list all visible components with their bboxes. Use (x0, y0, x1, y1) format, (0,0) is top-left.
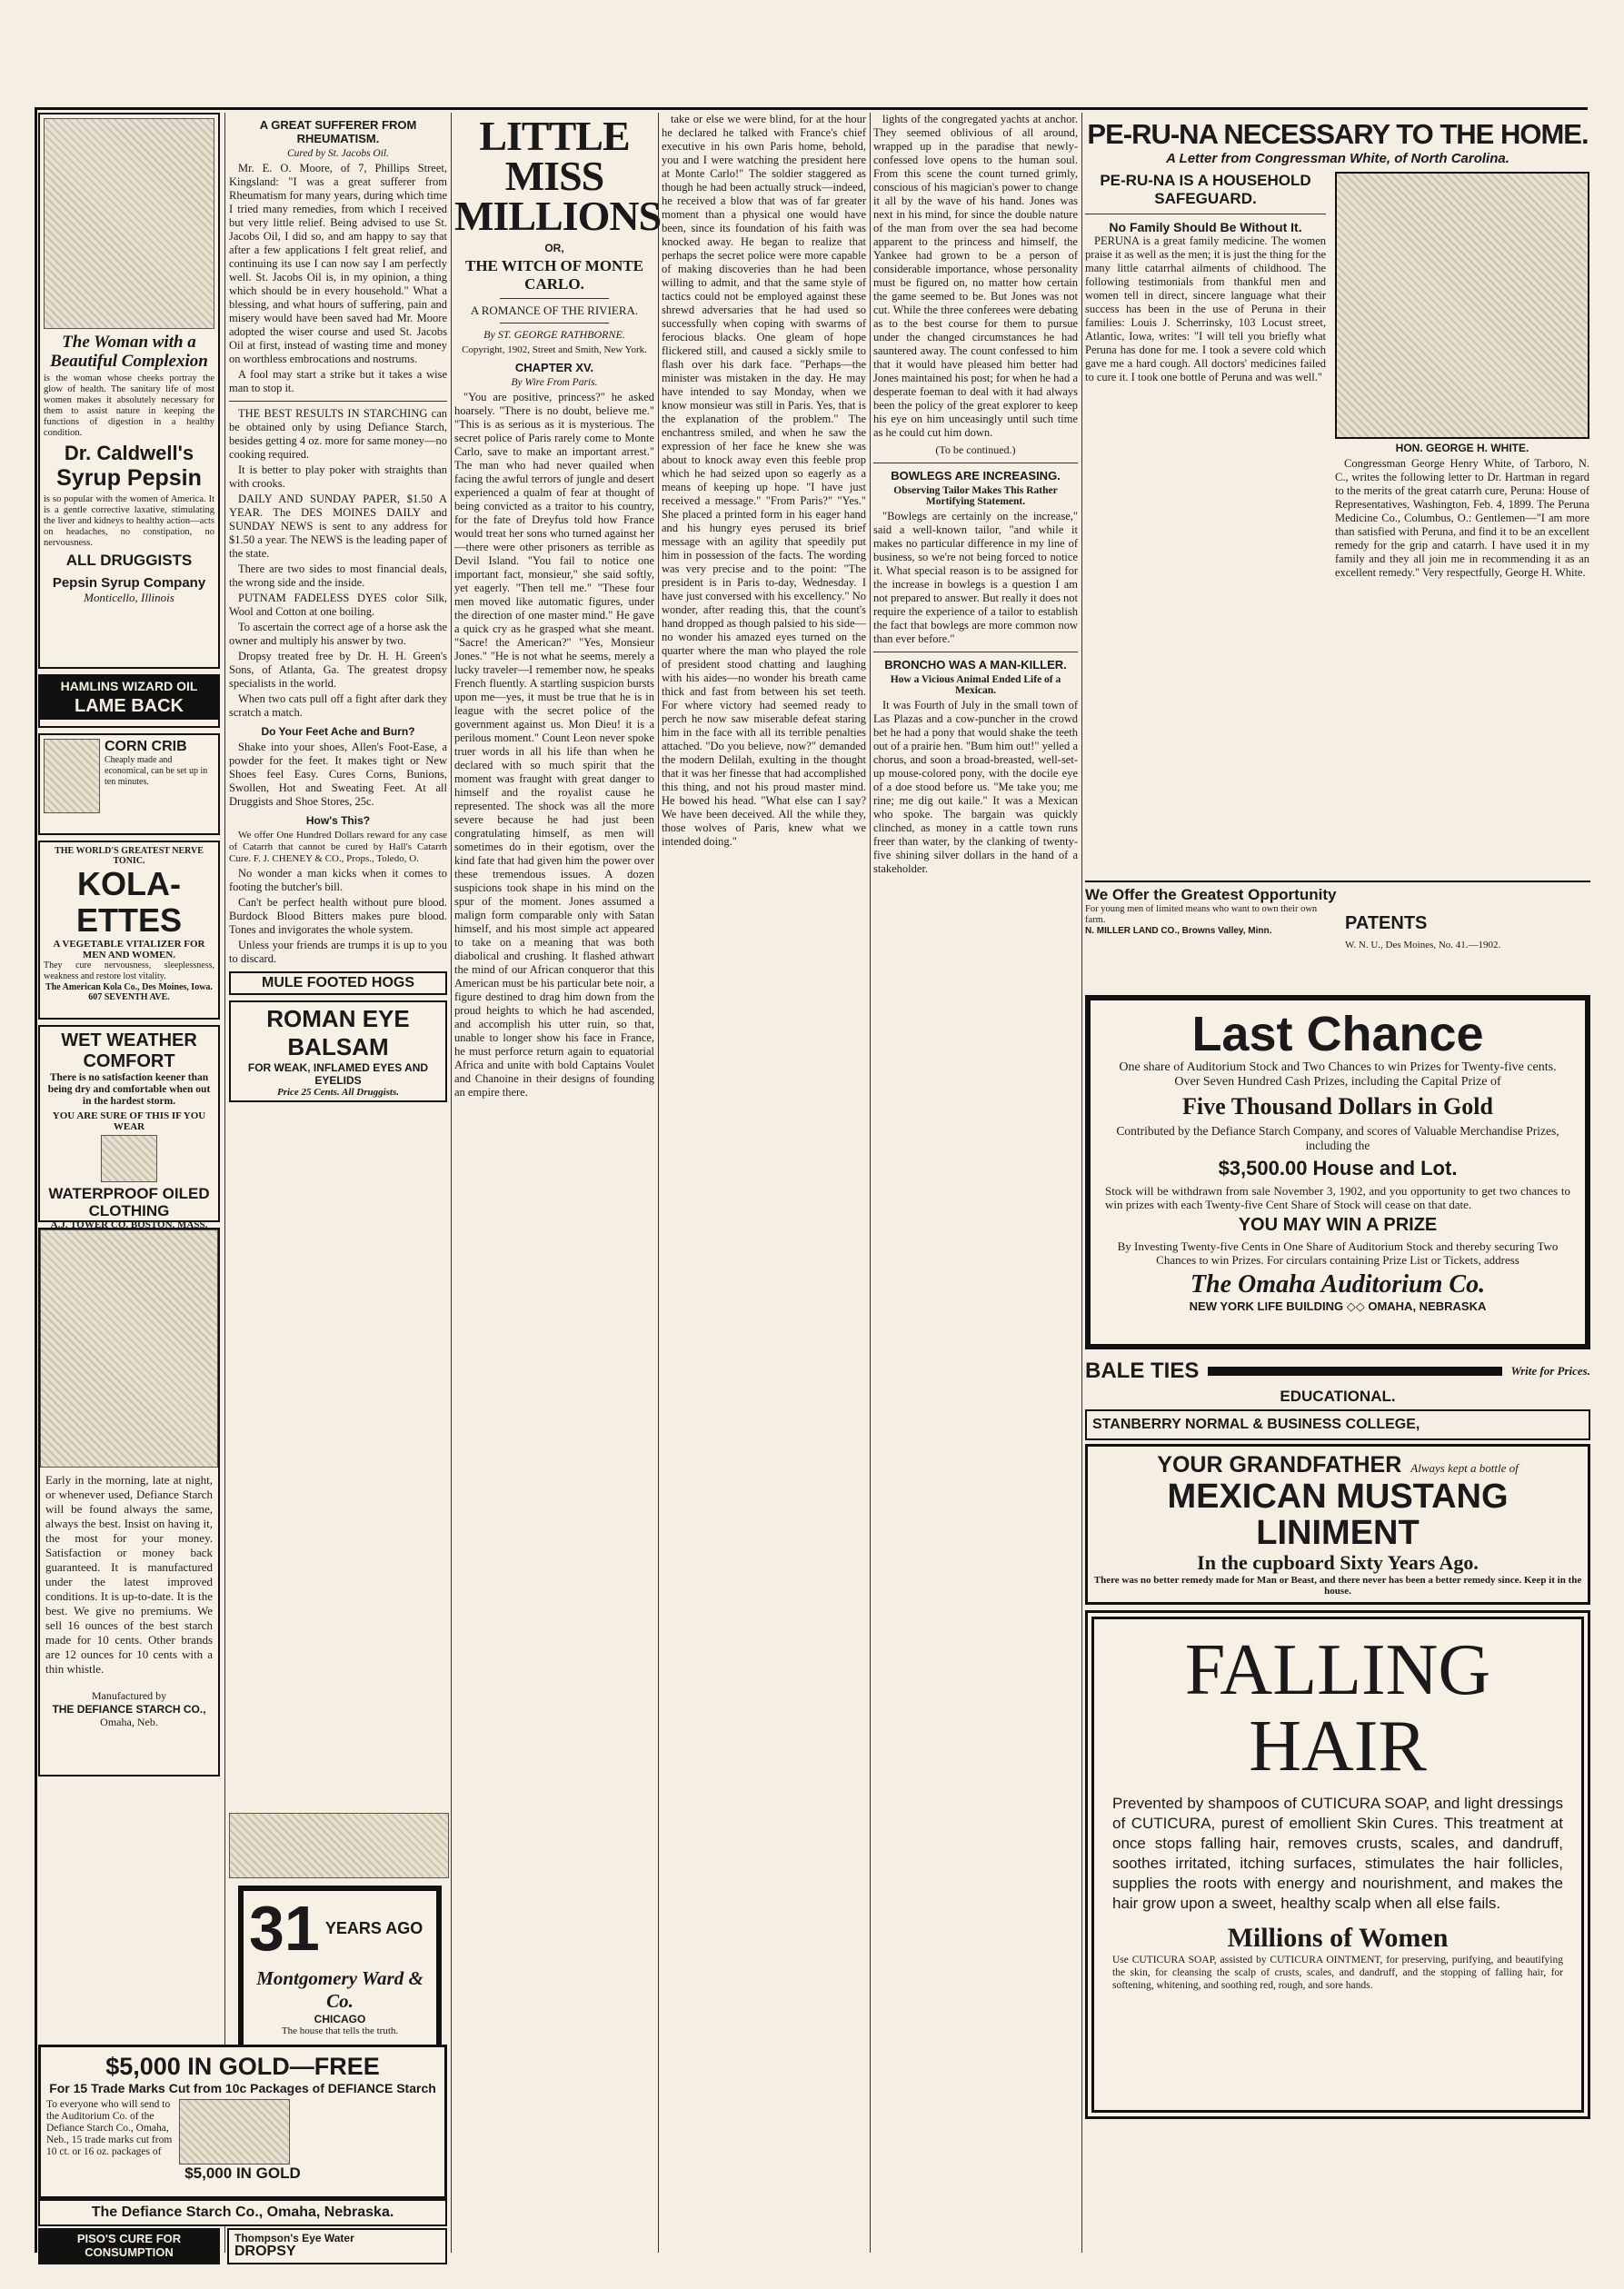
small-ads-row (1085, 881, 1590, 995)
peruna-portrait-col (1335, 172, 1589, 881)
friends-text: Unless your friends are trumps it is up to you to discard. (229, 939, 447, 965)
roman-title: ROMAN EYE BALSAM (266, 1005, 410, 1060)
wink-text: When two cats pull off a fight after dark they scratch a match. (229, 692, 447, 719)
peruna-nofamily: No Family Should Be Without It. (1109, 220, 1302, 234)
kola-brand: KOLA-ETTES (75, 865, 182, 939)
land-ad (1085, 886, 1340, 995)
gold-title: $5,000 IN GOLD—FREE (105, 2053, 380, 2080)
starch-maker: THE DEFIANCE STARCH CO., (52, 1703, 206, 1716)
montgomery-ward-ad (238, 1886, 442, 2063)
serial-genre: A ROMANCE OF THE RIVIERA. (470, 304, 639, 317)
caldwell-ad (38, 113, 220, 669)
peruna-text: PERUNA is a great family medicine. The women praise it as well as the men; it is just the thing for the many little catarrhal ailments of childhood. The following testimonials from thankful men and women tell in direct, sincere language what their success has been in the use of Peruna in their families: Louis J. Scherrinsky, 103 Locust street, Atlantic, Iowa, writes: "I will tell you briefly what Peruna has done for me. I took a severe cold which gave me a hard cough. All doctors' medicines failed to cure it. I took one bottle of Peruna and was well." (1085, 234, 1326, 383)
gold-mid: $5,000 IN GOLD (184, 2165, 301, 2182)
scale-illustration (229, 1813, 449, 1878)
reward-text: We offer One Hundred Dollars reward for any case of Catarrh that cannot be cured by Hall's Catarrh Cure. F. J. CHENEY & CO., Props., Toledo, O. (229, 830, 447, 864)
falling-heading: FALLING (1184, 1630, 1491, 1710)
bale-ties: BALE TIES (1085, 1358, 1200, 1383)
serial-copyright: Copyright, 1902, Street and Smith, New York. (462, 344, 647, 355)
serial-continued-text: take or else we were blind, for at the hour he declared he talked with France's chief executive in his own Paris home, behold, you and I were watching the president here at Monte Carlo!" The soldier staggered as though he had been actually struck—indeed, he received a blow that was of far greater moment than a physical one would have been, since its foundation of his faith was knocked away. He began to realize that perhaps the secret police were more capable of making discoveries than he had been willing to admit, and that the same style of tactics could not be employed against these shrewd adversaries that he had used so successfully when coping with swarms of ferocious blacks. One gleam of hope flickered still, and caused a sickly smile to flash over his dark face. "Perhaps—the minister was mistaken in the day. He may have intended to say Monday, when we know monsieur was still in Paris. Yes, that is the explanation of the problem." The enchantress smiled, and when he saw the expression of her face he knew she was about to knock away even this feeble prop which he had seized upon so eagerly as a means of keeping up hope. "I have just received a message." "From Paris?" "Yes." She placed a printed form in his eager hand and his hungry eyes perused its brief message with an agility that speedily put him in possession of the facts. The wording was very precise and to the point: "The president is in Paris to-day, Wednesday. I have just conversed with his excellency." No wonder, after reading this, that the count's hand dropped as though palsied to his side—no wonder his amazed eyes turned on the quarter where the man who played the role of president stood chatting and laughing with his aides—no wonder his breath came thick and fast from between his set teeth. For where victory had seemed ready to perch he now saw miserable defeat staring him in the face with all its terrible penalties attached. "Do you believe, now?" demanded the modern Delilah, exulting in the thought that it was her finesse that had accomplished this thing, and not his proud master mind. He bowed his head. "What else can I say? We have been deceived. All the while they, those wolves of Paris, knew what we intended doing." (662, 113, 866, 848)
kola-company: The American Kola Co., Des Moines, Iowa. (45, 982, 213, 992)
millions-text: Use CUTICURA SOAP, assisted by CUTICURA OINTMENT, for preserving, purifying, and beautifying the skin, for cleansing the scalp of crusts, scales, and dandruff, and the stopping of falling hair, for softening, whitening, and soothing red, rough, and sore hands. (1112, 1955, 1563, 1991)
gold-free-ad (38, 2045, 447, 2199)
column-divider (870, 113, 871, 2253)
corn-crib-title: CORN CRIB (105, 739, 187, 754)
column-divider (451, 113, 452, 2253)
poker-text: It is better to play poker with straights than with crooks. (229, 463, 447, 490)
last-chance-title: Last Chance (1191, 1007, 1484, 1061)
peruna-sub: A Letter from Congressman White, of North Carolina. (1166, 151, 1509, 166)
montgomery-name: Montgomery Ward & Co. (256, 1967, 423, 2012)
kola-text: They cure nervousness, sleeplessness, weakness and restore lost vitality. (44, 960, 214, 981)
kola-sub: A VEGETABLE VITALIZER FOR MEN AND WOMEN. (53, 939, 205, 960)
hair-heading: HAIR (1249, 1707, 1427, 1786)
rheum-title: A GREAT SUFFERER FROM RHEUMATISM. (259, 118, 417, 145)
daily-text: DAILY AND SUNDAY PAPER, $1.50 A YEAR. The DES MOINES DAILY and SUNDAY NEWS is sent to any address for $1.50 a year. The NEWS is the leading paper of the state. (229, 493, 447, 560)
gold-sub: For 15 Trade Marks Cut from 10c Packages of DEFIANCE Starch (49, 2081, 436, 2095)
bowlegs-text: "Bowlegs are certainly on the increase," said a well-known tailor, "and while it makes no particular difference in my line of business, so we're not being forced to notice it. What special reason is to be assigned for the increase in bowlegs is a question I am not prepared to answer. But really it does not require the experience of a tailor to establish the fact that bowlegs are more common now than ever before." (873, 510, 1078, 645)
wet-text: There is no satisfaction keener than being dry and comfortable when out in the hardest storm. (47, 1072, 211, 1107)
millions-heading: Millions of Women (1227, 1923, 1449, 1953)
caldwell-city: Monticello, Illinois (84, 591, 174, 604)
broncho-sub: How a Vicious Animal Ended Life of a Mexican. (890, 674, 1061, 696)
bale-write: Write for Prices. (1510, 1364, 1590, 1378)
mustang-liniment: MEXICAN MUSTANG LINIMENT (1167, 1478, 1509, 1552)
white-text: Congressman George Henry White, of Tarboro, N. C., writes the following letter to Dr. Hartman in regard to the merits of the great catarrh cure, Peruna: House of Representatives, Washington, Feb. 4, 1899. The Peruna Medicine Co., Columbus, O.: Gentlemen—"I am more than satisfied with Peruna, and find it to be an excellent remedy for the grip and catarrh. I have used it in my family and they all join me in recommending it as an excellent remedy." Very respectfully, George H. White. (1335, 457, 1589, 579)
column-divider (224, 113, 225, 2253)
serial-author: By ST. GEORGE RATHBORNE. (483, 328, 625, 341)
serial-or: OR, (544, 242, 564, 254)
caldwell-company: Pepsin Syrup Company (52, 575, 206, 591)
starch-text: Early in the morning, late at night, or whenever used, Defiance Starch will be found always the same, always the best. Insist on having it, the most for your money. Satisfaction or money back guaranteed. It is manufactured under the latest improved conditions. It is up-to-date. It is the best. We give no premiums. We sell 16 ounces of the best starch made for 10 cents. Other brands are 12 ounces for 10 cents with a thin whistle. (45, 1473, 213, 1676)
wonder-text: No wonder a man kicks when it comes to footing the butcher's bill. (229, 867, 447, 893)
wet-sure: YOU ARE SURE OF THIS IF YOU WEAR (52, 1110, 206, 1132)
serial-end-text: lights of the congregated yachts at anchor. They seemed oblivious of all around, wrapped up in the paradise that newly-confessed love opens to the human soul. From this scene the count turned grimly, conscious of his magician's power to change it all by the wave of his hand. Jones was next in his mind, for since the double nature of the man from over the sea had become apparent to the princess and himself, the Yankee had grown to be a person of considerable importance, whose personality must be figured on, no matter how certain the game seemed to be. But Jones was not cut. While the three conferees were debating as to the best course for them to pursue under the changed circumstances he had sauntered away. The count confessed to him that it would have pleased him better had Jones maintained his post; for when he had a desperate foeman to deal with it had always been the policy of the great explorer to keep his eye on him unceasingly until such time as he could cut him down. (873, 113, 1078, 439)
roman-balsam-ad (229, 1000, 447, 1102)
wet-title: WET WEATHER COMFORT (61, 1030, 197, 1071)
complexion-heading: The Woman with a Beautiful Complexion (50, 333, 208, 371)
contributed-text: Contributed by the Defiance Starch Company, and scores of Valuable Merchandise Prizes, including the (1116, 1124, 1559, 1152)
mustang-ad (1085, 1444, 1590, 1605)
bale-tie-wire (1208, 1367, 1501, 1376)
dropsy-text: Dropsy treated free by Dr. H. H. Green's Sons, of Atlanta, Ga. The greatest dropsy specialists in the world. (229, 650, 447, 690)
bale-ties-ad (1085, 1355, 1590, 1388)
roman-price: Price 25 Cents. All Druggists. (276, 1087, 400, 1098)
peruna-box: PE-RU-NA IS A HOUSEHOLD SAFEGUARD. (1100, 172, 1311, 207)
grandfather: YOUR GRANDFATHER (1157, 1452, 1402, 1478)
allens-text: Shake into your shoes, Allen's Foot-Ease, a powder for the feet. It makes tight or New Shoes feel Easy. Cures Corns, Bunions, Swollen, Hot and Sweating Feet. At all Druggists and Shoe Stores, 25c. (229, 741, 447, 808)
column-short-items (229, 113, 447, 1807)
top-rule (35, 107, 1588, 110)
thompson: Thompson's Eye Water (234, 2232, 354, 2244)
starching-text: THE BEST RESULTS IN STARCHING can be obtained only by using Defiance Starch, besides getting 4 oz. more for same money—no cooking required. (229, 407, 447, 461)
kola-address: 607 SEVENTH AVE. (88, 992, 170, 1002)
column-serial-story (454, 113, 662, 2253)
column-ads-left (38, 113, 220, 2253)
hamlins-sub: LAME BACK (40, 696, 218, 720)
portrait-caption: HON. GEORGE H. WHITE. (1395, 442, 1529, 454)
stanberry-ad (1085, 1409, 1590, 1440)
blood-text: Can't be perfect health without pure blood. Burdock Blood Bitters makes pure blood. Tones and invigorates the whole system. (229, 896, 447, 936)
defiance-starch-ad (38, 1228, 220, 1776)
offer-company: N. MILLER LAND CO., Browns Valley, Minn. (1085, 926, 1272, 936)
starch-city: Omaha, Neb. (100, 1716, 158, 1728)
cuticura-text: Prevented by shampoos of CUTICURA SOAP, and light dressings of CUTICURA, purest of emollient Skin Cures. This treatment at once stops falling hair, removes crusts, scales, and dandruff, soothes irritated, itching surfaces, stimulates the hair follicles, supplies the roots with energy and nourishment, and makes the hair grow upon a sweet, healthy scalp when all else fails. (1112, 1795, 1563, 1912)
wet-brand: WATERPROOF OILED CLOTHING (48, 1185, 210, 1219)
chapter-heading: CHAPTER XV. (514, 361, 594, 374)
horse-text: To ascertain the correct age of a horse ask the owner and multiply his answer by two. (229, 621, 447, 647)
putnam-text: PUTNAM FADELESS DYES color Silk, Wool and Cotton at one boiling. (229, 592, 447, 618)
corn-crib-illustration (44, 739, 100, 813)
offer-title: We Offer the Greatest Opportunity (1085, 886, 1337, 903)
tower-fish-icon (101, 1135, 157, 1182)
stanberry: STANBERRY NORMAL & BUSINESS COLLEGE, (1092, 1417, 1420, 1432)
omaha-address: NEW YORK LIFE BUILDING ◇◇ OMAHA, NEBRASKA (1189, 1299, 1487, 1313)
druggists: ALL DRUGGISTS (65, 552, 193, 569)
thompson-dropsy-ad (227, 2228, 447, 2264)
bowlegs-title: BOWLEGS ARE INCREASING. (891, 469, 1061, 483)
complexion-text: is the woman whose cheeks portray the glow of health. The sanitary life of most women makes it absolutely necessary for them to assist nature in keeping the functions of digestion in a healthy condition. (44, 373, 214, 438)
omaha-auditorium: The Omaha Auditorium Co. (1190, 1270, 1486, 1299)
piso-title: PISO'S CURE FOR CONSUMPTION (76, 2232, 182, 2259)
educational: EDUCATIONAL. (1280, 1388, 1396, 1405)
tower-ad (38, 1025, 220, 1230)
broncho-title: BRONCHO WAS A MAN-KILLER. (884, 658, 1067, 672)
wnu-line: W. N. U., Des Moines, No. 41.—1902. (1345, 940, 1501, 950)
corn-crib-ad (38, 733, 220, 835)
white-portrait (1335, 172, 1589, 439)
gold-company: The Defiance Starch Co., Omaha, Nebraska. (91, 2204, 394, 2220)
kola-ettes-ad (38, 841, 220, 1020)
serial-title: LITTLE MISS MILLIONS (454, 113, 662, 239)
reward-title: How's This? (305, 814, 371, 827)
allens-title: Do Your Feet Ache and Burn? (261, 725, 415, 738)
mule-title: MULE FOOTED HOGS (262, 975, 414, 990)
patents-ad (1345, 886, 1589, 995)
sixty-years: In the cupboard Sixty Years Ago. (1197, 1551, 1479, 1574)
years-number: 31 (249, 1893, 320, 1964)
column-ads-right (1085, 113, 1590, 2253)
kola-top: THE WORLD'S GREATEST NERVE TONIC. (55, 846, 204, 866)
montgomery-tag: The house that tells the truth. (281, 2025, 399, 2036)
dropsy-title: DROPSY (234, 2244, 296, 2259)
column-divider (1081, 113, 1082, 2253)
win-text: By Investing Twenty-five Cents in One Share of Auditorium Stock and thereby securing Two Chances to win Prizes. For circulars containing Prize List or Tickets, address (1117, 1239, 1559, 1267)
column-features (873, 113, 1078, 2253)
piso-ad (38, 2228, 220, 2264)
doubt-text: There are two sides to most financial deals, the wrong side and the inside. (229, 562, 447, 589)
montgomery-city: CHICAGO (314, 2013, 366, 2025)
patents-title: PATENTS (1345, 913, 1428, 933)
rheum-text: Mr. E. O. Moore, of 7, Phillips Street, Kingsland: "I was a great sufferer from Rheumatism for many years, during which time I tried many remedies, from which I received but very little relief. Being advised to use St. Jacobs Oil, I did so, and am happy to say that after a few applications I felt great relief, and continuing its use I can now say I am perfectly well. St. Jacobs Oil is, in my opinion, a thing which should be in every household." What a blessing, and what hours of suffering, pain and misery would have been saved had Mr. Moore adopted the wiser course and used St. Jacobs Oil at first, instead of wasting time and money on worthless embrocations and nostrums. (229, 162, 447, 365)
bowlegs-sub: Observing Tailor Makes This Rather Mortifying Statement. (893, 485, 1058, 507)
caldwell-brand: Dr. Caldwell's (64, 442, 194, 464)
caldwell-text: is so popular with the women of America. It is a gentle corrective laxative, stimulating the liver and kidneys to healthy action—acts on headaches, no constipation, no nervousness. (44, 494, 214, 548)
woman-illustration (44, 118, 214, 329)
house-lot: $3,500.00 House and Lot. (1218, 1157, 1458, 1179)
corn-crib-text: Cheaply made and economical, can be set up in ten minutes. (105, 755, 208, 787)
caldwell-product: Syrup Pepsin (56, 465, 202, 491)
mustang-text: There was no better remedy made for Man or Beast, and there never has been a better remedy since. Keep it in the house. (1093, 1575, 1582, 1597)
to-be-continued: (To be continued.) (935, 443, 1016, 456)
years-title: YEARS AGO (324, 1918, 423, 1937)
offer-text: For young men of limited means who want to own their own farm. (1085, 904, 1318, 925)
peruna-title: PE-RU-NA NECESSARY TO THE HOME. (1087, 118, 1589, 150)
peruna-text-col (1085, 172, 1326, 881)
chance-text: Stock will be withdrawn from sale November 3, 1902, and you opportunity to get two chances to win prizes with each Twenty-five Cent Share of Stock will cease on that date. (1105, 1184, 1570, 1211)
win-prize: YOU MAY WIN A PRIZE (1238, 1215, 1438, 1235)
gold-company-line (38, 2199, 447, 2226)
fool-text: A fool may start a strike but it takes a wise man to stop it. (229, 368, 447, 394)
last-chance-ad (1085, 995, 1590, 1349)
rheum-sub: Cured by St. Jacobs Oil. (286, 148, 389, 159)
roman-sub: FOR WEAK, INFLAMED EYES AND EYELIDS (247, 1061, 429, 1087)
starch-maker-label: Manufactured by (91, 1689, 167, 1702)
serial-text: "You are positive, princess?" he asked hoarsely. "There is no doubt, believe me." "This is as serious as it is mysterious. The secret police of Paris rarely come to Monte Carlo, save to make an important arrest." The man who had never quailed when facing the awful terrors of jungle and desert experienced a qualm of fear at thought of being convicted as a traitor to his country, for the fate of Dreyfus told how France would treat her sons who turned against her—there were other prisoners as terrible as Devil Island. "You fail to notice one important fact, monsieur," she said softly, yet eagerly. "Then tell me." "These four men moved like automatic figures, under the direction of one master mind." He gave a quick cry as he grasped what she meant. "Sacre! the American?" "Yes, Monsieur Jones." "He is not what he seems, merely a lucky traveler—I remember now, he speaks French fluently. A startling suspicion bursts upon me—yes, it must be true that he is in league with the secret police of the government against us. Mon Dieu! it is a perilous moment." Count Leon never spoke truer words in all his life than when he declared with so much spirit that the moment was fraught with great danger to himself and the royalist cause he represented. The shock was all the more severe because he had just been congratulating himself, as men will sometimes do in their egotism, over the kind fate that had given him the power over these tremendous issues. A dozen suspicions took shape in his mind on the spur of the moment. Jones assumed a malign form comparable only with Satan himself, and his most simple act appeared to take on a meaning that was both diabolical and crushing. It flashed athwart the mind of our African conqueror that this American must be his particular bete noir, a figure destined to drag him down from the proud heights to which he had ascended, and accomplish his utter ruin, so that, unable to longer show his face in France, he must perforce return again to equatorial Africa and unite with bold Captains Voulet and Chanoine in their designs of founding an empire there. (454, 391, 654, 1099)
hamlins-title: HAMLINS WIZARD OIL (40, 676, 218, 696)
starch-woman-illustration (40, 1229, 218, 1468)
column-divider (658, 113, 659, 2253)
hamlins-ad (38, 674, 220, 728)
broncho-text: It was Fourth of July in the small town of Las Plazas and a cow-puncher in the crowd bet he had a pony that would shake the teeth out of a prairie hen. "Bum him out!" yelled a chorus, and soon a broad-breasted, well-set-up mouse-colored pony, with the docile eye of a doe stood before us. "Me take you; me rine; me dig out kaile." It was a Mexican who spoke. The bargain was quickly clinched, as money in a cattle town runs freer than water, by the clanking of twenty-five shining silver dollars in the hand of a stakeholder. (873, 699, 1078, 875)
column-serial-continued (662, 113, 866, 2253)
wet-company: A.J. TOWER CO. BOSTON, MASS. (50, 1219, 208, 1230)
cuticura-ad (1085, 1610, 1590, 2119)
gold-illustration (179, 2099, 290, 2165)
always-kept: Always kept a bottle of (1410, 1461, 1519, 1475)
five-thousand: Five Thousand Dollars in Gold (1182, 1093, 1493, 1120)
serial-subtitle: THE WITCH OF MONTE CARLO. (465, 257, 643, 293)
chance-intro: One share of Auditorium Stock and Two Chances to win Prizes for Twenty-five cents. Over Seven Hundred Cash Prizes, including the Capital Prize of (1119, 1060, 1557, 1089)
mule-hogs-ad (229, 971, 447, 995)
gold-text: To everyone who will send to the Auditorium Co. of the Defiance Starch Co., Omaha, Neb., 15 trade marks cut from 10 ct. or 16 oz. packages of (46, 2099, 173, 2157)
chapter-title: By Wire From Paris. (511, 377, 598, 388)
left-rule (35, 107, 37, 2253)
